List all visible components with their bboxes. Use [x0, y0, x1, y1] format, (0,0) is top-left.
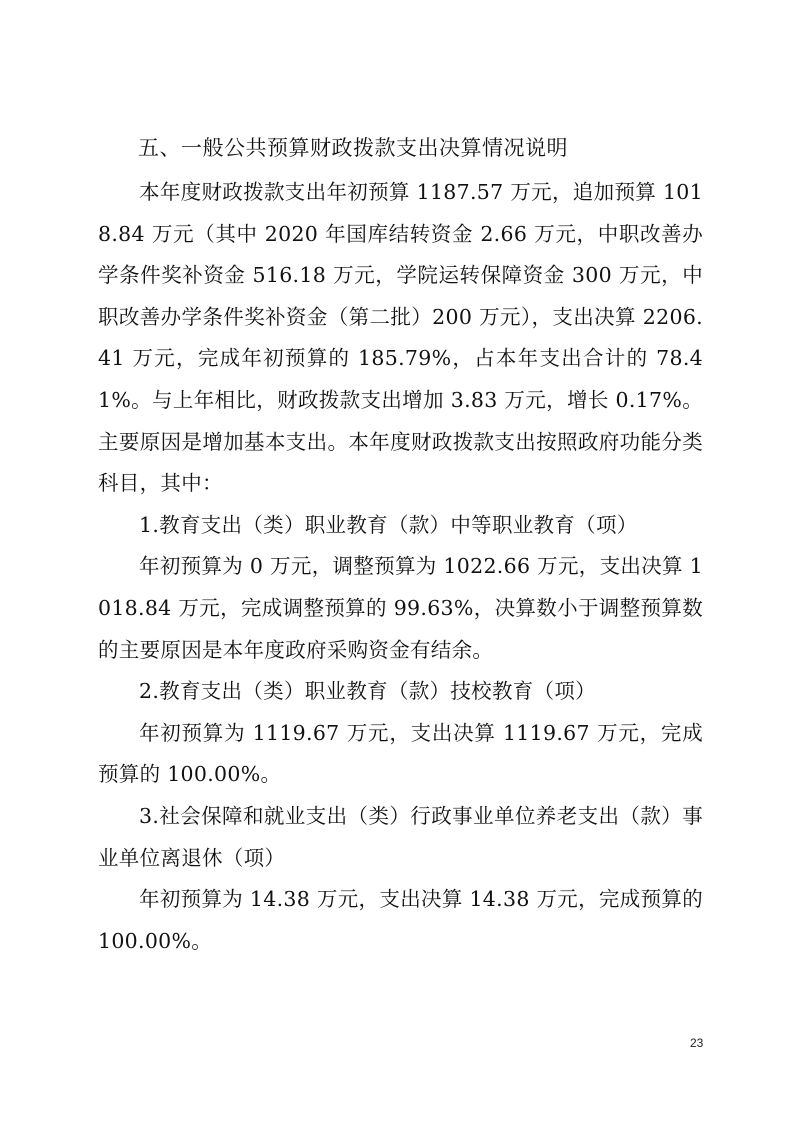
section-body	[98, 172, 703, 962]
item-1-title: 1.教育支出（类）职业教育（款）中等职业教育（项）	[139, 512, 638, 537]
item-3-title: 3.社会保障和就业支出（类）行政事业单位养老支出（款）事业单位离退休（项）	[98, 803, 703, 870]
item-1-text: 年初预算为 0 万元，调整预算为 1022.66 万元，支出决算 1018.84 万元，完成调整预算的 99.63%，决算数小于调整预算数的主要原因是本年度政府采购资金有结余。	[98, 554, 703, 662]
section-heading: 五、一般公共预算财政拨款支出决算情况说明	[138, 136, 568, 160]
item-2-title: 2.教育支出（类）职业教育（款）技校教育（项）	[139, 679, 596, 704]
item-2-text: 年初预算为 1119.67 万元，支出决算 1119.67 万元，完成预算的 100.00%。	[98, 720, 703, 787]
intro-paragraph: 本年度财政拨款支出年初预算 1187.57 万元，追加预算 1018.84 万元（其中 2020 年国库结转资金 2.66 万元，中职改善办学条件奖补资金 516.18 万元，学院运转保障资金 300 万元，中职改善办学条件奖补资金（第二批）200 万元），支出决算 2206.41 万元，完成年初预算的 185.79%，占本年支出合计的 78.41%。与上年相比，财政拨款支出增加 3.83 万元，增长 0.17%。主要原因是增加基本支出。本年度财政拨款支出按照政府功能分类科目，其中：	[98, 180, 703, 496]
page-number: 23	[690, 1036, 704, 1050]
item-3-text: 年初预算为 14.38 万元，支出决算 14.38 万元，完成预算的 100.00%。	[98, 887, 703, 953]
